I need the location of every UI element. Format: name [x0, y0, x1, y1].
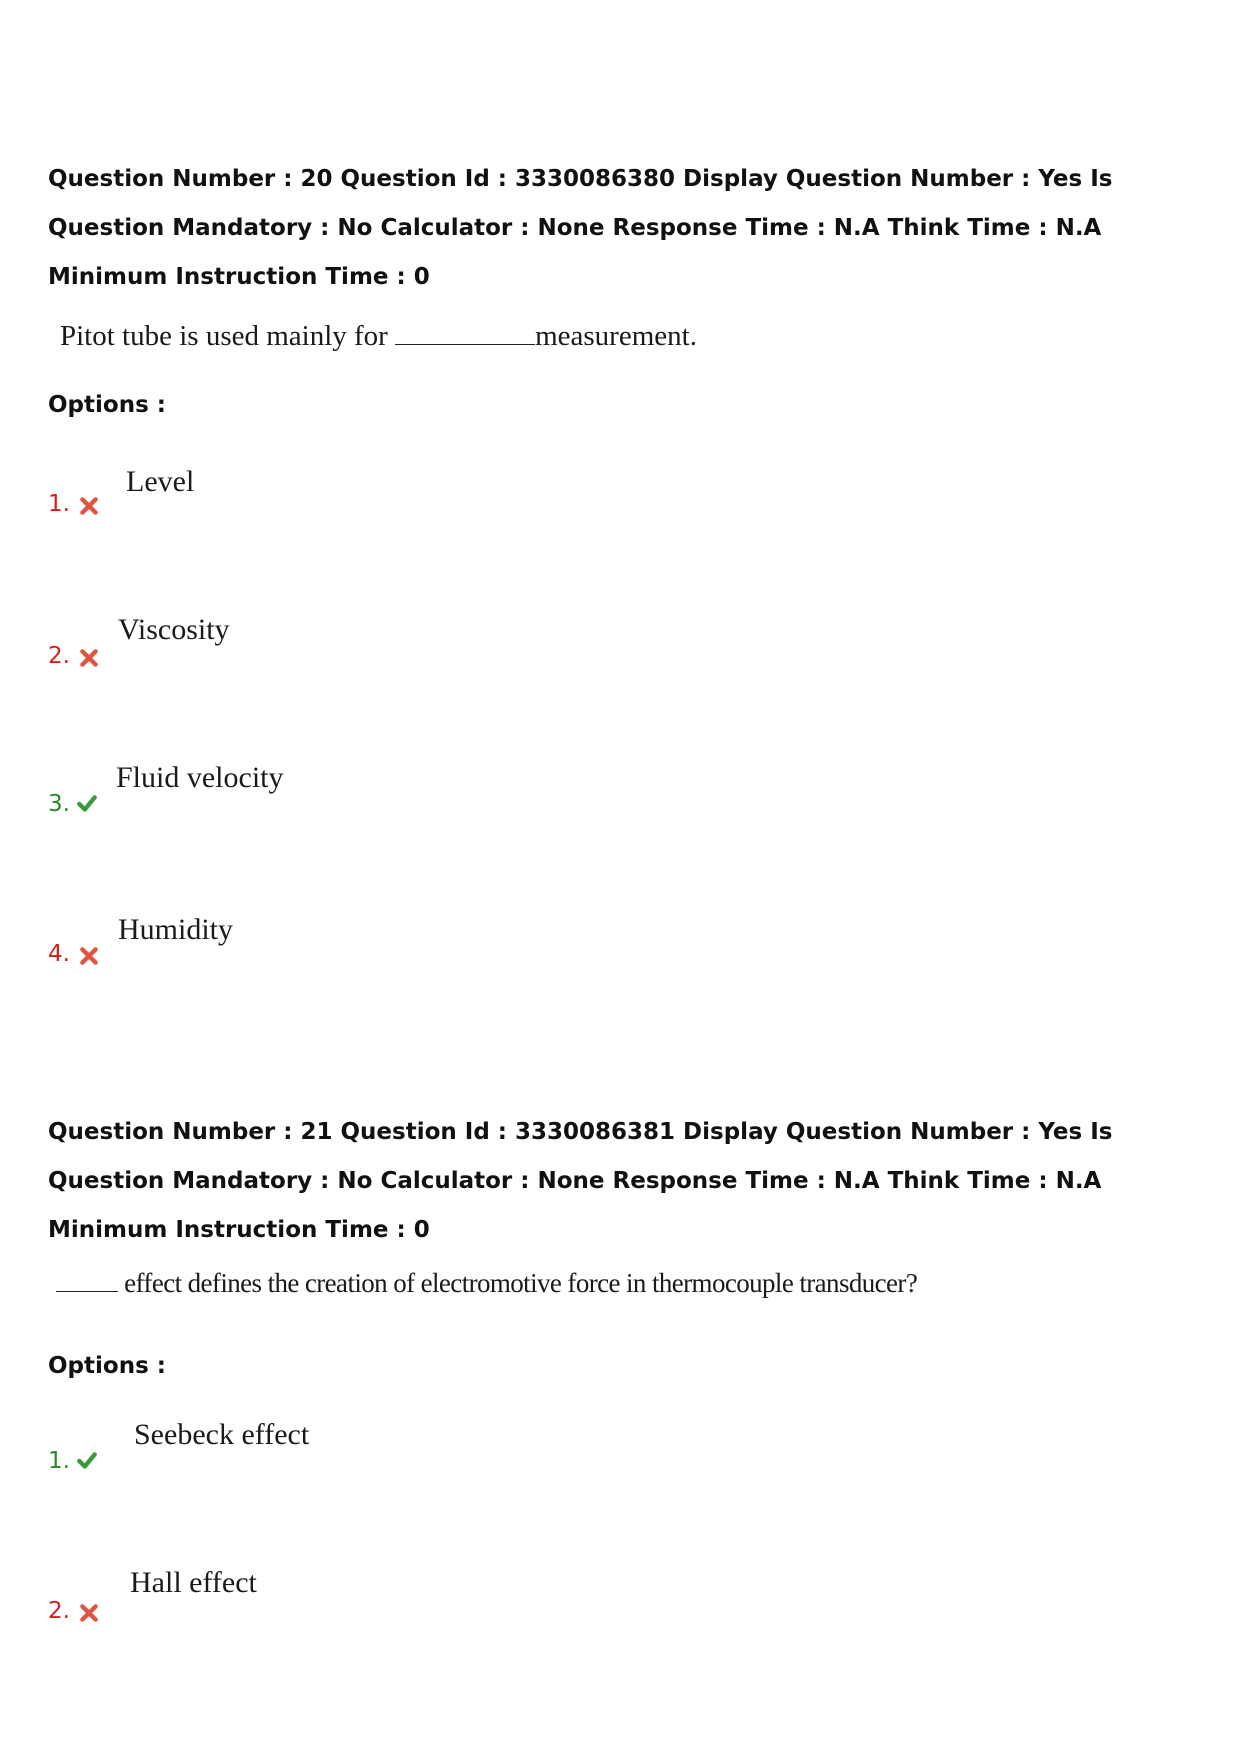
answer-blank	[395, 342, 535, 345]
option-text: Hall effect	[130, 1566, 257, 1599]
option-number: 2.	[48, 1598, 70, 1624]
option-3	[48, 759, 648, 819]
check-icon	[76, 793, 98, 815]
question-block-21	[48, 1108, 1218, 1668]
option-number: 2.	[48, 643, 70, 669]
option-number: 1.	[48, 1448, 70, 1474]
cross-icon	[78, 495, 100, 517]
option-1	[48, 1416, 648, 1476]
cross-icon	[78, 647, 100, 669]
question-text	[56, 1268, 917, 1299]
question-text-before: Pitot tube is used mainly for	[60, 320, 396, 352]
question-meta: Question Number : 20 Question Id : 3330086380 Display Question Number : Yes Is Question Mandatory : No Calculator : None Response Time : N.A Think Time : N.A Minimum Instruction Time : 0	[48, 166, 1113, 290]
question-block-20	[48, 155, 1218, 967]
cross-icon	[78, 1602, 100, 1624]
question-text	[60, 320, 697, 353]
option-text: Humidity	[118, 913, 234, 946]
option-2	[48, 607, 648, 667]
question-text-after: measurement.	[535, 320, 697, 352]
question-text-after: effect defines the creation of electromotive force in thermocouple transducer?	[118, 1268, 918, 1298]
option-text: Fluid velocity	[116, 761, 284, 794]
option-text: Level	[126, 465, 195, 498]
check-icon	[76, 1450, 98, 1472]
option-number: 3.	[48, 791, 70, 817]
option-4	[48, 909, 648, 969]
answer-blank	[56, 1289, 118, 1292]
option-text: Seebeck effect	[134, 1418, 310, 1451]
options-label: Options :	[48, 392, 166, 418]
option-number: 4.	[48, 941, 70, 967]
cross-icon	[78, 945, 100, 967]
option-2	[48, 1564, 648, 1624]
option-number: 1.	[48, 491, 70, 517]
options-label: Options :	[48, 1353, 166, 1379]
option-text: Viscosity	[118, 613, 230, 646]
question-meta: Question Number : 21 Question Id : 3330086381 Display Question Number : Yes Is Question Mandatory : No Calculator : None Response Time : N.A Think Time : N.A Minimum Instruction Time : 0	[48, 1119, 1113, 1243]
option-1	[48, 455, 648, 515]
